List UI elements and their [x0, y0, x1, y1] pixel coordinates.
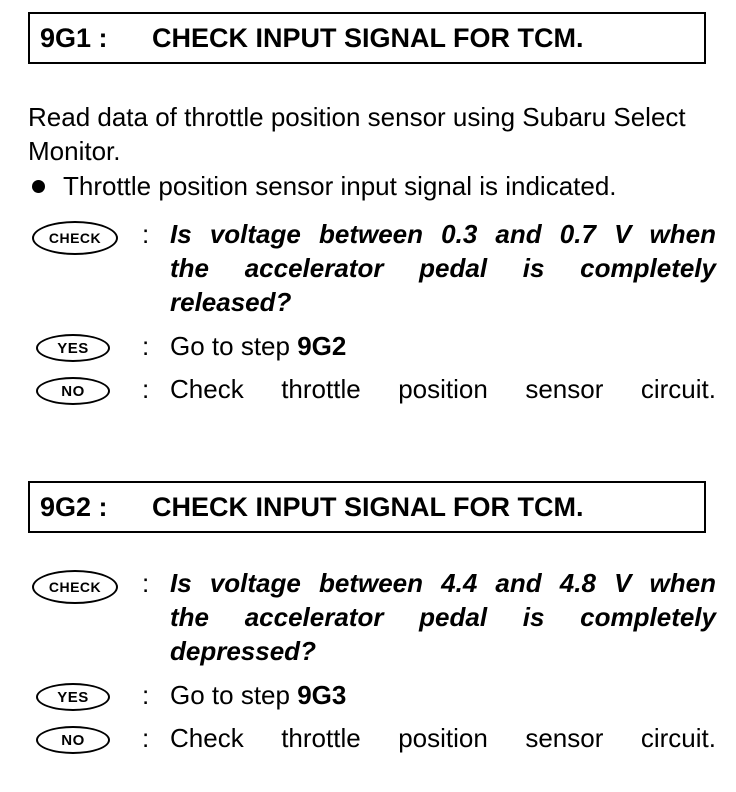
check-question: Is voltage between 0.3 and 0.7 V when the accelerator pedal is completely released?: [170, 219, 716, 317]
check-question: Is voltage between 4.4 and 4.8 V when the accelerator pedal is completely depressed?: [170, 568, 716, 666]
yes-text: [170, 329, 716, 363]
no-text: Check throttle position sensor circuit.: [170, 374, 716, 404]
step-title: CHECK INPUT SIGNAL FOR TCM.: [152, 491, 584, 522]
yes-target-step: 9G2: [297, 331, 347, 361]
yes-badge-icon: YES: [36, 683, 110, 711]
step-header-9g2: [28, 481, 706, 533]
no-badge-icon: NO: [36, 726, 110, 754]
yes-prefix: Go to step: [170, 331, 298, 361]
step-header-9g1: [28, 12, 706, 64]
bullet-item: [28, 169, 617, 203]
colon: :: [142, 374, 150, 404]
check-badge-icon: CHECK: [32, 570, 118, 604]
intro-paragraph: Read data of throttle position sensor using Subaru Select Monitor.: [28, 102, 686, 166]
step-title: CHECK INPUT SIGNAL FOR TCM.: [152, 22, 584, 53]
colon: :: [142, 568, 150, 598]
step-id: 9G1 :: [40, 22, 108, 53]
colon: :: [142, 723, 150, 753]
no-text: Check throttle position sensor circuit.: [170, 723, 716, 753]
yes-text: [170, 678, 716, 712]
colon: :: [142, 219, 150, 249]
colon: :: [142, 331, 150, 361]
bullet-icon: [32, 180, 45, 193]
yes-target-step: 9G3: [297, 680, 347, 710]
no-badge-icon: NO: [36, 377, 110, 405]
bullet-text: Throttle position sensor input signal is indicated.: [63, 171, 617, 201]
step-id: 9G2 :: [40, 491, 108, 522]
yes-prefix: Go to step: [170, 680, 298, 710]
check-badge-icon: CHECK: [32, 221, 118, 255]
yes-badge-icon: YES: [36, 334, 110, 362]
colon: :: [142, 680, 150, 710]
